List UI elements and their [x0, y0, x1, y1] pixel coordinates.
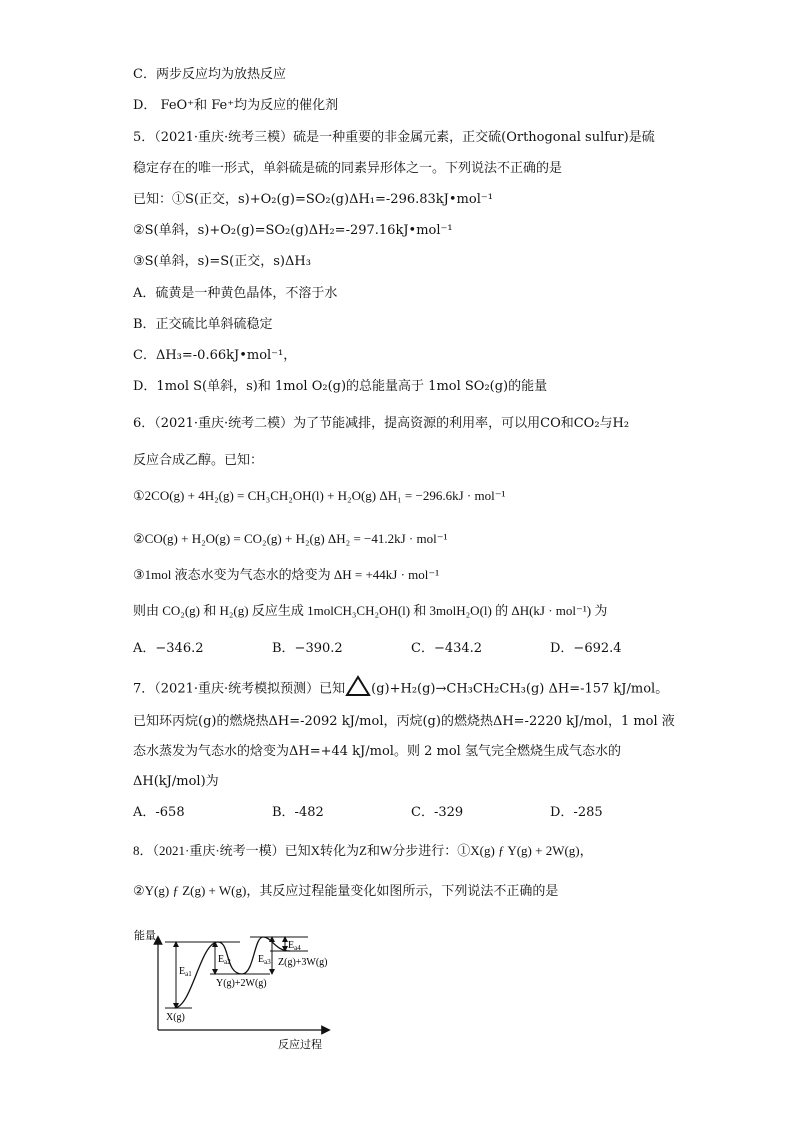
question-5-stem-1: 5．（2021·重庆·统考三模）硫是一种重要的非金属元素，正交硫(Orthogonal sulfur)是硫 — [133, 130, 655, 145]
question-6-option-d: D．−692.4 — [550, 641, 622, 656]
question-6-question: 则由 CO₂(g) 和 H₂(g) 反应生成 1molCH₃CH₂OH(l) 和 3molH₂O(l) 的 ΔH(kJ · mol⁻¹) 为 — [133, 603, 608, 618]
question-7-option-d: D．-285 — [550, 805, 603, 820]
question-5-option-a: A．硫黄是一种黄色晶体，不溶于水 — [133, 286, 338, 301]
question-7-option-c: C．-329 — [411, 805, 464, 820]
question-6-eq-3: ③1mol 液态水变为气态水的焓变为 ΔH = +44kJ · mol⁻¹ — [133, 567, 440, 582]
level-x-label: X(g) — [166, 1012, 185, 1023]
ea2-label: $E_{a2}$ — [218, 954, 231, 966]
ea4-label: $E_{a4}$ — [288, 940, 301, 952]
x-axis-label: 反应过程 — [278, 1039, 322, 1051]
ea3-label: $E_{a3}$ — [258, 954, 271, 966]
energy-profile-diagram — [130, 922, 360, 1054]
ea1-label: $E_{a1}$ — [179, 966, 192, 978]
question-5-option-b: B．正交硫比单斜硫稳定 — [133, 317, 273, 332]
question-7-stem-suffix: (g)+H₂(g)→CH₃CH₂CH₃(g) ΔH=-157 kJ/mol。 — [371, 681, 669, 697]
question-6-eq-2: ②CO(g) + H₂O(g) = CO₂(g) + H₂(g) ΔH₂ = −41.2kJ · mol⁻¹ — [133, 531, 448, 546]
question-7-stem-prefix: 7．（2021·重庆·统考模拟预测）已知 — [133, 681, 346, 697]
question-7-stem-3: 态水蒸发为气态水的焓变为ΔH=+44 kJ/mol。则 2 mol 氢气完全燃烧生成气态水的 — [133, 744, 621, 759]
question-7-option-a: A．-658 — [133, 805, 185, 820]
question-5-option-c: C．ΔH₃=-0.66kJ•mol⁻¹， — [133, 348, 297, 363]
question-7-stem-2: 已知环丙烷(g)的燃烧热ΔH=-2092 kJ/mol，丙烷(g)的燃烧热ΔH=-2220 kJ/mol，1 mol 液 — [133, 714, 675, 729]
question-6-option-a: A．−346.2 — [133, 641, 204, 656]
question-5-eq-1: 已知：①S(正交，s)+O₂(g)=SO₂(g)ΔH₁=-296.83kJ•mol⁻¹ — [133, 192, 493, 207]
question-5-eq-2: ②S(单斜，s)+O₂(g)=SO₂(g)ΔH₂=-297.16kJ•mol⁻¹ — [133, 223, 453, 238]
question-7-option-b: B．-482 — [272, 805, 324, 820]
question-7-stem-4: ΔH(kJ/mol)为 — [133, 774, 219, 789]
option-d-prev: D． FeO⁺和 Fe⁺均为反应的催化剂 — [133, 98, 339, 113]
y-axis-label: 能量 — [134, 930, 156, 942]
question-6-stem-1: 6．（2021·重庆·统考二模）为了节能减排，提高资源的利用率，可以用CO和CO₂与H₂ — [133, 416, 630, 431]
question-8-stem-2: ②Y(g) ƒ Z(g) + W(g)，其反应过程能量变化如图所示，下列说法不正确的是 — [133, 883, 559, 898]
question-5-option-d: D．1mol S(单斜，s)和 1mol O₂(g)的总能量高于 1mol SO₂(g)的能量 — [133, 379, 548, 394]
question-5-stem-2: 稳定存在的唯一形式，单斜硫是硫的同素异形体之一。下列说法不正确的是 — [133, 161, 563, 176]
question-6-option-c: C．−434.2 — [411, 641, 483, 656]
question-6-option-b: B．−390.2 — [272, 641, 343, 656]
question-5-eq-3: ③S(单斜，s)=S(正交，s)ΔH₃ — [133, 254, 311, 269]
cyclopropane-icon — [345, 675, 371, 703]
option-c-prev: C．两步反应均为放热反应 — [133, 67, 286, 82]
question-6-stem-2: 反应合成乙醇。已知： — [133, 453, 264, 468]
question-8-stem-1: 8．（2021·重庆·统考一模）已知X转化为Z和W分步进行：①X(g) ƒ Y(g) + 2W(g)， — [133, 843, 593, 858]
question-7-stem-1 — [133, 675, 668, 703]
level-z-label: Z(g)+3W(g) — [278, 957, 328, 968]
question-6-eq-1: ①2CO(g) + 4H₂(g) = CH₃CH₂OH(l) + H₂O(g) ΔH₁ = −296.6kJ · mol⁻¹ — [133, 488, 506, 503]
level-y-label: Y(g)+2W(g) — [216, 978, 267, 989]
